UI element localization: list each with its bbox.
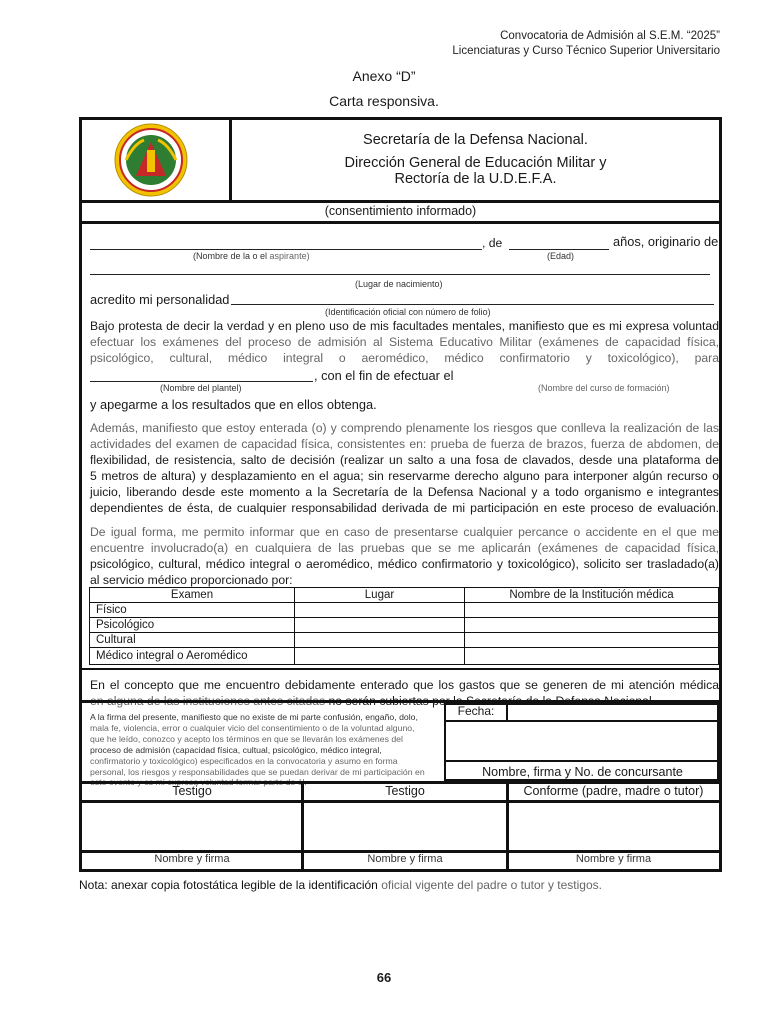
exam-table [89, 587, 719, 665]
ademas-line-1: Además, manifiesto que estoy enterada (o) y comprendo plenamente los riesgos que conlleva la realización de las [90, 421, 719, 435]
logo-cell [82, 120, 232, 200]
bajo-line-2: efectuar los exámenes del proceso de admisión al Sistema Educativo Militar (exámenes de capacidad física, [90, 335, 719, 349]
igual-line-4: al servicio médico proporcionado por: [90, 573, 293, 587]
plantel-field[interactable] [90, 368, 313, 382]
igual-line-2: encuentre involucrado(a) en cualquiera de las pruebas que se me aplicarán (exámenes de capacidad física, [90, 541, 719, 555]
caption-plantel: (Nombre del plantel) [160, 383, 242, 393]
exam-header-lugar: Lugar [295, 588, 465, 603]
testigo-2-header: Testigo [385, 784, 425, 798]
concursante-signature-field[interactable] [446, 722, 719, 760]
header-line-1: Convocatoria de Admisión al S.E.M. “2025” [500, 30, 720, 42]
testigo-1-signature[interactable] [82, 803, 301, 850]
caption-birthplace: (Lugar de nacimiento) [355, 279, 443, 289]
ademas-line-4: 5 metros de altura) y desplazamiento en el agua; sin reservarme derecho alguno para interponer algún recurso o [90, 469, 719, 483]
testigo-1-footer: Nombre y firma [154, 853, 230, 865]
de-label: , de [482, 236, 503, 250]
page-number: 66 [376, 970, 392, 985]
ademas-line-6: dependientes de ésta, de cualquier responsabilidad derivada de mi participación en este proceso de evaluación. [90, 501, 719, 515]
testigo-2-signature[interactable] [304, 803, 506, 850]
exam-header-examen: Examen [90, 588, 295, 603]
anos-label: años, originario de [613, 234, 719, 249]
exam-table-wrap [89, 587, 719, 665]
age-field[interactable] [509, 236, 609, 250]
conforme-header: Conforme (padre, madre o tutor) [523, 784, 704, 798]
con-fin-label: , con el fin de efectuar el [314, 368, 454, 383]
fecha-label: Fecha: [446, 703, 508, 722]
table-row [90, 633, 719, 648]
lugar-cell[interactable] [295, 618, 465, 633]
consent-label: (consentimiento informado) [324, 204, 477, 218]
exam-name: Psicológico [90, 618, 295, 633]
igual-line-1: De igual forma, me permito informar que en caso de presentarse cualquier percance o accidente en el que me [90, 525, 719, 539]
gastos-line-1: En el concepto que me encuentro debidamente enterado que los gastos que se generen de mi atención médica [90, 678, 719, 692]
testigo-2-footer: Nombre y firma [367, 853, 443, 865]
caption-identification: (Identificación oficial con número de folio) [325, 307, 491, 317]
testigo-1-header: Testigo [172, 784, 212, 798]
exam-name: Médico integral o Aeromédico [90, 648, 295, 665]
institution-cell[interactable] [465, 603, 719, 618]
table-row [90, 618, 719, 633]
caption-course: (Nombre del curso de formación) [538, 383, 670, 393]
caption-aspirant-name: (Nombre de la o el aspirante) [193, 251, 310, 261]
apegarme-text: y apegarme a los resultados que en ellos obtenga. [90, 397, 377, 412]
institution-cell[interactable] [465, 648, 719, 665]
institution-line-1: Secretaría de la Defensa Nacional. [363, 132, 588, 148]
fecha-field[interactable] [508, 703, 719, 722]
annex-title: Anexo “D” [352, 68, 416, 84]
ademas-line-2: actividades del examen de capacidad física, consistentes en: prueba de fuerza de brazos, fuerza de abdomen, de [90, 437, 719, 451]
gastos-line-2: en alguna de las instituciones antes citadas no serán cubiertas por la Secretaría de la Defensa Nacional. [90, 694, 656, 708]
identification-field[interactable] [231, 290, 714, 305]
concursante-label: Nombre, firma y No. de concursante [446, 760, 719, 779]
bajo-line-1: Bajo protesta de decir la verdad y en pleno uso de mis facultades mentales, manifiesto que es mi expresa voluntad [90, 319, 719, 333]
aspirant-name-field[interactable] [90, 236, 482, 250]
caption-age: (Edad) [547, 251, 575, 261]
institution-cell[interactable] [465, 618, 719, 633]
sedena-emblem-icon [106, 122, 196, 203]
conforme-signature[interactable] [509, 803, 719, 850]
institution-line-3: Rectoría de la U.D.E.F.A. [394, 171, 557, 187]
birthplace-field[interactable] [90, 262, 710, 275]
firma-statement: A la firma del presente, manifiesto que no existe de mi parte confusión, engaño, dolo, mala fe, violencia, error o cualquier vicio del consentimiento o de la voluntad alguno, que he leído, conozco y acepto los términos en que se llevarán los exámenes del proceso de admisión (capacidad física, cultual, psicológico, médico integral, confirmatorio y toxicológico) especificados en la convocatoria y asumo en forma personal, los riesgos y responsabilidades que se puedan derivar de mi participación en este evento y es mi expresa voluntad formar parte de él. [90, 712, 425, 788]
bajo-line-3: psicológico, cultural, médico integral o aeromédico, médico confirmatorio y toxicológico), para [90, 351, 719, 365]
exam-name: Cultural [90, 633, 295, 648]
exam-header-institucion: Nombre de la Institución médica [465, 588, 719, 603]
lugar-cell[interactable] [295, 648, 465, 665]
header-line-2: Licenciaturas y Curso Técnico Superior Universitario [452, 45, 720, 57]
institution-cell[interactable] [465, 633, 719, 648]
institution-block [232, 120, 719, 200]
annex-subtitle: Carta responsiva. [329, 93, 439, 109]
nota-text: Nota: anexar copia fotostática legible de la identificación oficial vigente del padre o tutor y testigos. [79, 878, 602, 892]
institution-line-2: Dirección General de Educación Militar y [344, 155, 607, 171]
acredito-label: acredito mi personalidad [90, 292, 230, 307]
ademas-line-3: flexibilidad, de resistencia, salto de decisión (realizar un salto a una fosa de clavados, desde una plataforma de [90, 453, 719, 467]
convocatoria-header [452, 29, 720, 59]
ademas-line-5: juicio, liberando desde este momento a la Secretaría de la Defensa Nacional y a todo organismo e integrantes [90, 485, 719, 499]
lugar-cell[interactable] [295, 603, 465, 618]
conforme-footer: Nombre y firma [575, 853, 652, 865]
exam-name: Físico [90, 603, 295, 618]
table-row [90, 603, 719, 618]
lugar-cell[interactable] [295, 633, 465, 648]
igual-line-3: psicológico, cultural, médico integral o aeromédico, médico confirmatorio y toxicológico), solicito ser trasladado(a) [90, 557, 719, 571]
table-row [90, 648, 719, 665]
